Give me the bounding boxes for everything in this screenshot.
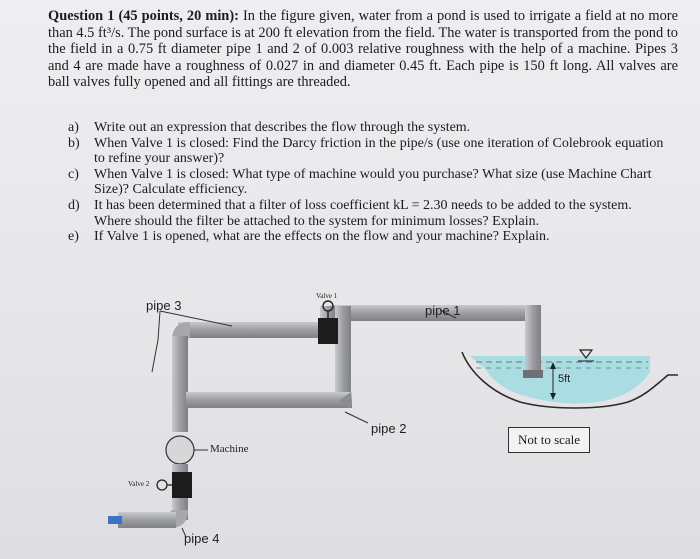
depth-label: 5ft	[558, 373, 571, 385]
valve-1-body	[318, 318, 338, 344]
pipe-3-leader	[152, 311, 160, 372]
part-letter: d)	[68, 197, 80, 213]
pipe-2-label: pipe 2	[371, 421, 407, 436]
question-heading: Question 1 (45 points, 20 min):	[48, 8, 239, 24]
part-text: If Valve 1 is opened, what are the effects on the flow and your machine? Explain.	[94, 229, 550, 245]
part-text: It has been determined that a filter of loss coefficient kL = 2.30 needs to be added to the system. Where should the filter be attached to the system for minimum losses? Explain.	[94, 197, 632, 229]
pipe-3-top-segment	[178, 322, 326, 338]
pipe-1-inlet	[525, 305, 541, 375]
pipe-2-horizontal	[186, 392, 352, 408]
pipe-4-label: pipe 4	[184, 531, 220, 546]
valve-2-body	[172, 472, 192, 498]
scale-note: Not to scale	[508, 427, 590, 453]
pipe-4-outlet	[118, 512, 176, 528]
part-text: Write out an expression that describes the flow through the system.	[94, 120, 471, 135]
water-outflow	[108, 516, 122, 524]
part-letter: e)	[68, 229, 79, 245]
pipe-3-vertical	[172, 336, 188, 432]
pipe-1-inlet-cap	[523, 370, 543, 378]
machine-body	[166, 436, 194, 464]
part-text: When Valve 1 is closed: Find the Darcy friction in the pipe/s (use one iteration of Colebrook equation to refine your answer)?	[94, 135, 664, 167]
valve-2-label: Valve 2	[128, 480, 150, 488]
question-body: In the figure given, water from a pond is used to irrigate a field at no more than 4.5 ft³/s. The pond surface is at 200 ft elevation from the field. The water is transported from the pond to the field in a 0.75 ft diameter pipe 1 and 2 of 0.003 relative roughness with the help of a machine. Pipes 3 and 4 are made have a roughness of 0.027 in and diameter 0.45 ft. Each pipe is 150 ft long. All valves are ball valves fully opened and all fittings are threaded.	[48, 8, 678, 91]
part-letter: b)	[68, 135, 80, 151]
part-letter: c)	[68, 166, 79, 182]
valve-2-handle	[157, 480, 167, 490]
machine-label: Machine	[210, 443, 249, 455]
pipe-3-label: pipe 3	[146, 298, 182, 313]
part-text: When Valve 1 is closed: What type of machine would you purchase? What size (use Machine Chart Size)? Calculate efficiency.	[94, 166, 652, 198]
valve-1-label: Valve 1	[316, 292, 338, 300]
pipe-2-leader	[345, 412, 368, 423]
pipe-1-label: pipe 1	[425, 303, 461, 318]
part-letter: a)	[68, 120, 79, 135]
